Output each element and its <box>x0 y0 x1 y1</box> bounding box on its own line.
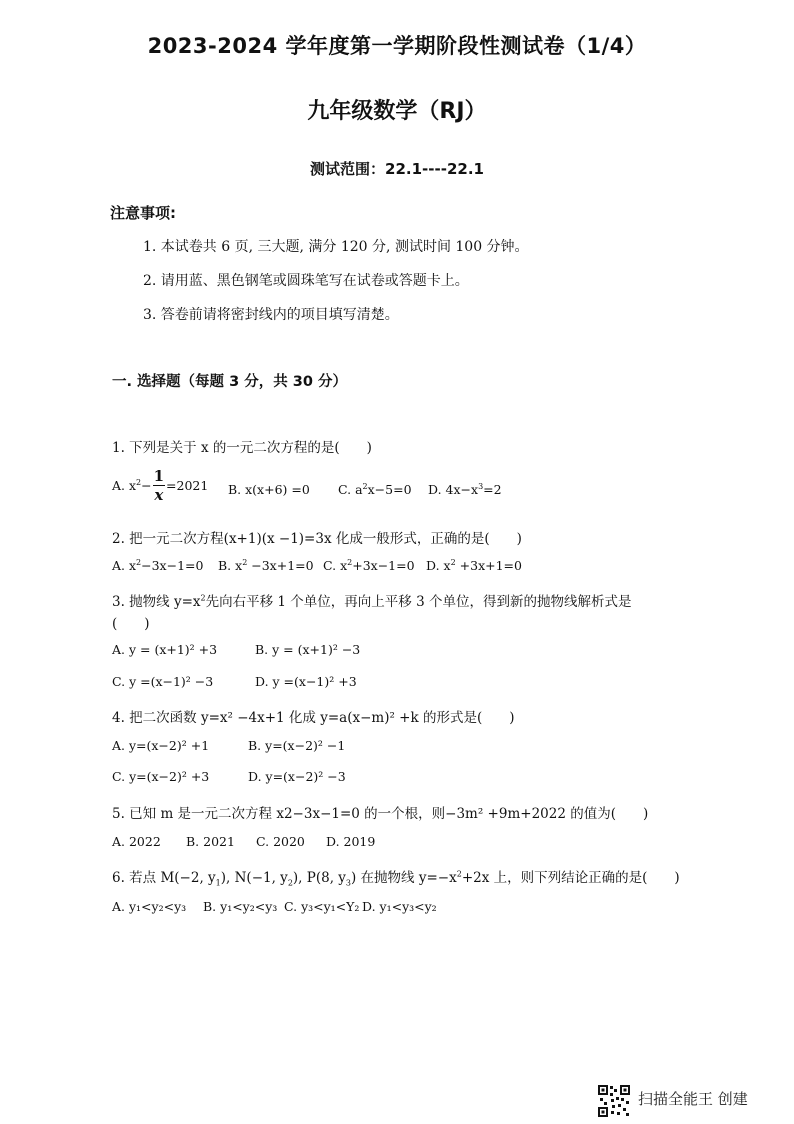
q3-option-c: C. y =(x−1)² −3 <box>112 674 214 689</box>
test-scope: 测试范围：22.1----22.1 <box>310 160 484 178</box>
q2-option-c: C. $x^2+3x-1=0$ <box>323 557 415 573</box>
q3-option-b: B. y = (x+1)² −3 <box>255 642 361 657</box>
q1-option-a: A. $x^2-$ $\frac{1}{x}$ =2021 <box>112 467 209 504</box>
q2-option-a: A. $x^2-3x-1=0$ <box>112 557 204 573</box>
q4-option-b: B. y=(x−2)² −1 <box>248 738 346 753</box>
section-title: 一. 选择题（每题 3 分，共 30 分） <box>112 374 348 390</box>
qr-code-icon <box>597 1084 631 1118</box>
q6-option-d: D. y₁<y₃<y₂ <box>362 899 437 914</box>
q2-option-b: B. $x^2 -3x+1=0$ <box>218 557 314 573</box>
question-6-stem: 6. 若点 M(−2, $y_1$), N(−1, $y_2$), P(8, $y_3$) 在抛物线 $y=-x^2+2x$ 上，则下列结论正确的是( ) <box>112 869 680 888</box>
scanner-watermark: 扫描全能王 创建 <box>638 1090 748 1108</box>
q5-option-c: C. 2020 <box>256 834 305 849</box>
q4-option-c: C. y=(x−2)² +3 <box>112 769 210 784</box>
question-4-stem: 4. 把二次函数 y=x² −4x+1 化成 y=a(x−m)² +k 的形式是( ) <box>112 710 515 726</box>
exam-subtitle: 九年级数学（RJ） <box>307 99 487 124</box>
exam-title: 2023-2024 学年度第一学期阶段性测试卷（1/4） <box>147 34 647 58</box>
q5-option-d: D. 2019 <box>326 834 376 849</box>
note-item: 2. 请用蓝、黑色钢笔或圆珠笔写在试卷或答题卡上。 <box>143 273 469 289</box>
notes-heading: 注意事项: <box>110 204 176 222</box>
q1-option-d: D. $4x-x^3=2$ <box>428 481 502 497</box>
q1-option-c: C. $a^2x-5=0$ <box>338 481 412 497</box>
q2-option-d: D. $x^2 +3x+1=0$ <box>426 557 522 573</box>
note-item: 1. 本试卷共 6 页, 三大题, 满分 120 分, 测试时间 100 分钟。 <box>143 239 529 255</box>
q3-option-d: D. y =(x−1)² +3 <box>255 674 357 689</box>
question-3-stem: 3. 抛物线 $y=x^2$先向右平移 1 个单位，再向上平移 3 个单位，得到新的抛物线解析式是 <box>112 593 632 610</box>
q4-option-d: D. y=(x−2)² −3 <box>248 769 346 784</box>
note-item: 3. 答卷前请将密封线内的项目填写清楚。 <box>143 307 399 323</box>
q5-option-a: A. 2022 <box>112 834 161 849</box>
q6-option-c: C. y₃<y₁<Y₂ <box>284 899 360 914</box>
q4-option-a: A. y=(x−2)² +1 <box>112 738 210 753</box>
question-3-stem-line2: ( ) <box>112 616 150 632</box>
q1-option-b: B. x(x+6) =0 <box>228 482 310 497</box>
q6-option-b: B. y₁<y₂<y₃ <box>203 899 278 914</box>
question-1-stem: 1. 下列是关于 x 的一元二次方程的是( ) <box>112 440 372 456</box>
q3-option-a: A. y = (x+1)² +3 <box>112 642 218 657</box>
question-5-stem: 5. 已知 m 是一元二次方程 x2−3x−1=0 的一个根，则−3m² +9m+2022 的值为( ) <box>112 806 649 822</box>
question-2-stem: 2. 把一元二次方程(x+1)(x −1)=3x 化成一般形式，正确的是( ) <box>112 531 522 547</box>
q5-option-b: B. 2021 <box>186 834 235 849</box>
q6-option-a: A. y₁<y₂<y₃ <box>112 899 187 914</box>
fraction: $\frac{1}{x}$ <box>153 467 165 504</box>
